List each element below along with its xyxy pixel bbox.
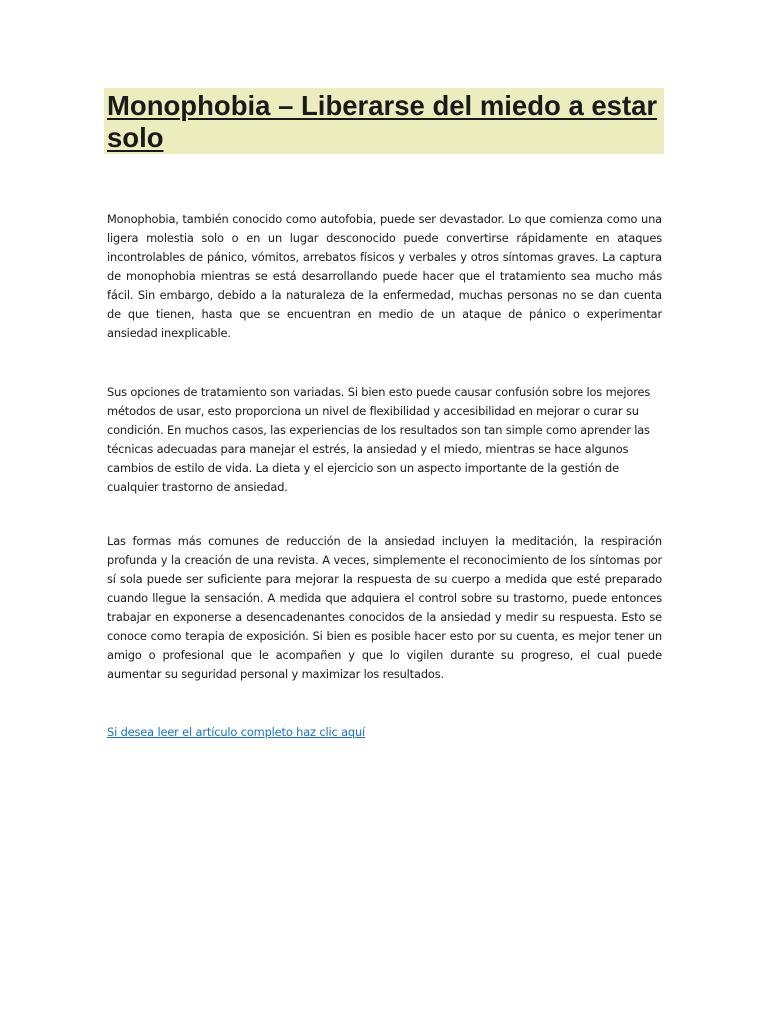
paragraph-intro: Monophobia, también conocido como autofobia, puede ser devastador. Lo que comienza como una ligera molestia solo o en un lugar desconocido puede convertirse rápidamente en ataques incontrolables de pánico, vómitos, arrebatos físicos y verbales y otros síntomas graves. La captura de monophobia mientras se está desarrollando puede hacer que el tratamiento sea mucho más fácil. Sin embargo, debido a la naturaleza de la enfermedad, muchas personas no se dan cuenta de que tienen, hasta que se encuentran en medio de un ataque de pánico o experimentar ansiedad inexplicable. (107, 212, 662, 340)
paragraph-anxiety-reduction: Las formas más comunes de reducción de la ansiedad incluyen la meditación, la respiración profunda y la creación de una revista. A veces, simplemente el reconocimiento de los síntomas por sí sola puede ser suficiente para mejorar la respuesta de su cuerpo a medida que esté preparado cuando llegue la sensación. A medida que adquiera el control sobre su trastorno, puede entonces trabajar en exponerse a desencadenantes conocidos de la ansiedad y medir su respuesta. Esto se conoce como terapia de exposición. Si bien es posible hacer esto por su cuenta, es mejor tener un amigo o profesional que le acompañen y que lo vigilen durante su progreso, el cual puede aumentar su seguridad personal y maximizar los resultados. (107, 534, 662, 681)
title-highlight (104, 88, 664, 154)
paragraph-treatment: Sus opciones de tratamiento son variadas. Si bien esto puede causar confusión sobre los mejores métodos de usar, esto proporciona un nivel de flexibilidad y accesibilidad en mejorar o curar su condición. En muchos casos, las experiencias de los resultados son tan simple como aprender las técnicas adecuadas para manejar el estrés, la ansiedad y el miedo, mientras se hace algunos cambios de estilo de vida. La dieta y el ejercicio son un aspecto importante de la gestión de cualquier trastorno de ansiedad. (107, 385, 651, 494)
read-full-article-link[interactable]: Si desea leer el artículo completo haz clic aquí (107, 725, 366, 739)
page-title: Monophobia – Liberarse del miedo a estar solo (107, 90, 658, 153)
